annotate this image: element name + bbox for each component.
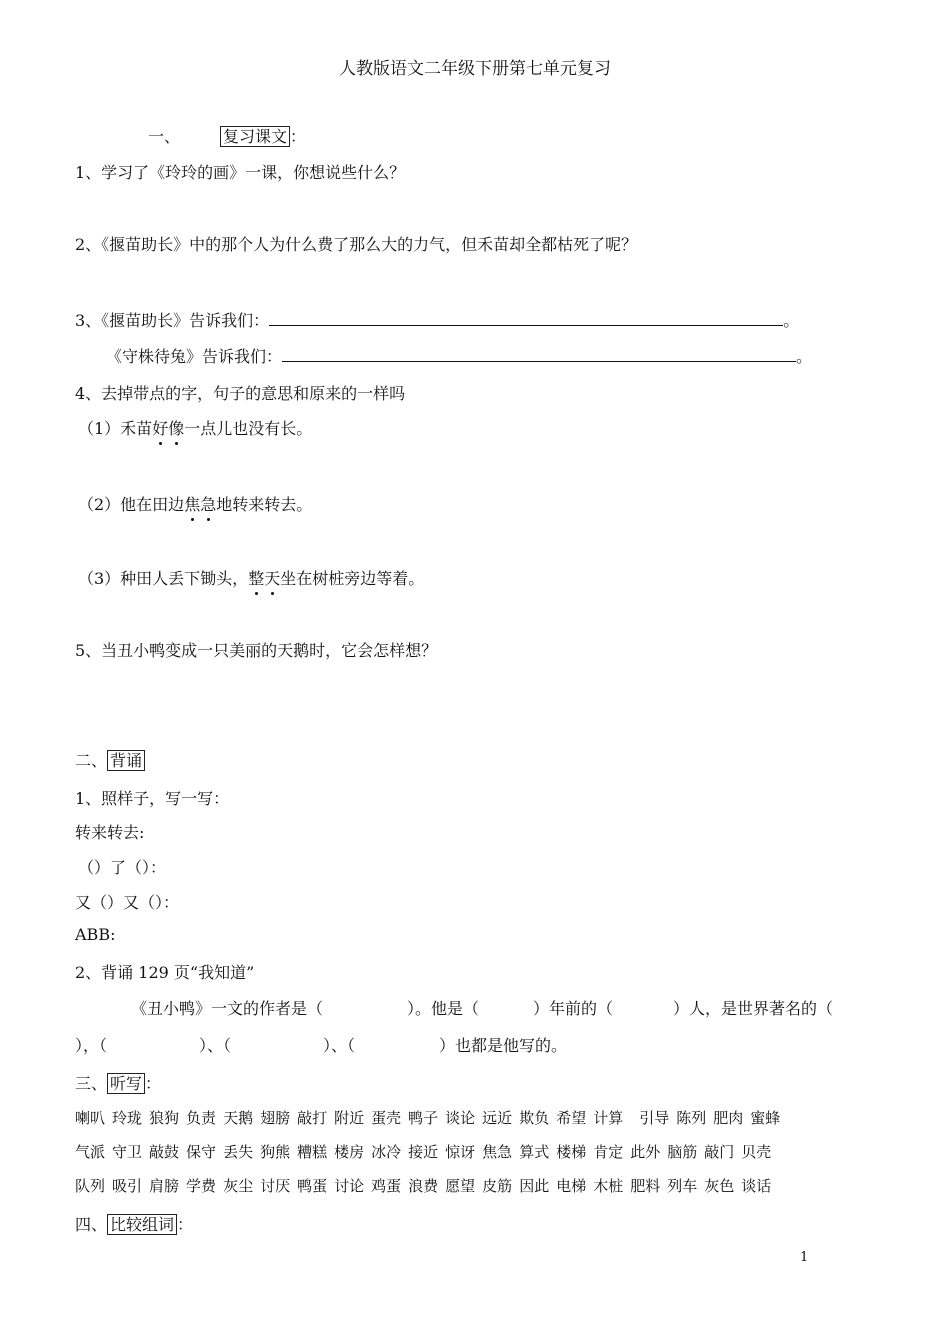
section-2-number: 二、 — [75, 751, 108, 770]
word: 冰冷 — [371, 1143, 402, 1161]
section-3-heading: 三、 听写 ： — [75, 1074, 162, 1093]
dotted-char: 像 — [168, 416, 184, 439]
section-3-title: 听写 — [107, 1073, 145, 1094]
word: 肯定 — [593, 1143, 624, 1161]
section-4-number: 四、 — [75, 1215, 108, 1234]
section-1-number: 一、 — [148, 127, 181, 146]
word: 喇叭 — [75, 1109, 106, 1127]
word: 列车 — [667, 1177, 698, 1195]
word: 愿望 — [445, 1177, 476, 1195]
section-4-heading: 四、 比较组词 ： — [75, 1215, 194, 1234]
word: 电梯 — [556, 1177, 587, 1195]
word-row-2 — [75, 1141, 778, 1162]
word: 楼房 — [334, 1143, 365, 1161]
question-1-1: 1、学习了《玲玲的画》一课，你想说些什么？ — [75, 163, 406, 182]
word: 讨厌 — [260, 1177, 291, 1195]
word: 引导 — [639, 1109, 670, 1127]
section-1-title: 复习课文 — [220, 126, 290, 147]
word: 保守 — [186, 1143, 217, 1161]
word: 谈话 — [741, 1177, 772, 1195]
dotted-char: 急 — [200, 492, 216, 515]
word: 陈列 — [676, 1109, 707, 1127]
word: 楼梯 — [556, 1143, 587, 1161]
answer-line — [269, 310, 783, 326]
word: 狗熊 — [260, 1143, 291, 1161]
question-1-3b: 《守株待兔》告诉我们： 。 — [106, 347, 813, 366]
section-1-heading: 一、 复习课文 ： — [148, 127, 307, 146]
pattern-3: ABB: — [75, 925, 116, 944]
word: 队列 — [75, 1177, 106, 1195]
section-3-number: 三、 — [75, 1074, 108, 1093]
word-row-1 — [75, 1107, 787, 1128]
word: 希望 — [556, 1109, 587, 1127]
word: 蜜蜂 — [750, 1109, 781, 1127]
dotted-char: 天 — [264, 566, 280, 589]
word: 肥料 — [630, 1177, 661, 1195]
word: 天鹅 — [223, 1109, 254, 1127]
word-row-3 — [75, 1175, 778, 1196]
word: 守卫 — [112, 1143, 143, 1161]
word: 灰尘 — [223, 1177, 254, 1195]
word: 欺负 — [519, 1109, 550, 1127]
word: 此外 — [630, 1143, 661, 1161]
word: 鸭子 — [408, 1109, 439, 1127]
question-1-4: 4、去掉带点的字，句子的意思和原来的一样吗 — [75, 384, 406, 403]
word: 木桩 — [593, 1177, 624, 1195]
question-2-1: 1、照样子，写一写： — [75, 789, 230, 808]
question-1-4-2: （2）他在田边焦急地转来转去。 — [78, 492, 312, 515]
section-4-title: 比较组词 — [107, 1214, 177, 1235]
page-title: 人教版语文二年级下册第七单元复习 — [339, 59, 611, 79]
question-1-4-3: （3）种田人丢下锄头，整天坐在树桩旁边等着。 — [78, 566, 424, 589]
dotted-char: 好 — [152, 416, 168, 439]
section-2-heading — [75, 748, 145, 771]
word: 浪费 — [408, 1177, 439, 1195]
word: 因此 — [519, 1177, 550, 1195]
word: 鸡蛋 — [371, 1177, 402, 1195]
word: 学费 — [186, 1177, 217, 1195]
word: 惊讶 — [445, 1143, 476, 1161]
page-number: 1 — [800, 1250, 809, 1265]
word: 敲门 — [704, 1143, 735, 1161]
word: 贝壳 — [741, 1143, 772, 1161]
word: 鸭蛋 — [297, 1177, 328, 1195]
word: 脑筋 — [667, 1143, 698, 1161]
question-1-3a: 3、《揠苗助长》告诉我们： 。 — [75, 311, 800, 330]
word: 蛋壳 — [371, 1109, 402, 1127]
word: 肥肉 — [713, 1109, 744, 1127]
word: 敲打 — [297, 1109, 328, 1127]
word: 肩膀 — [149, 1177, 180, 1195]
word: 计算 — [593, 1109, 624, 1127]
recite-line-2: ），（ ）、（ ）、（ ）也都是他写的。 — [75, 1036, 568, 1055]
word: 气派 — [75, 1143, 106, 1161]
question-2-2: 2、背诵 129 页“我知道” — [75, 963, 255, 982]
word: 灰色 — [704, 1177, 735, 1195]
word: 翅膀 — [260, 1109, 291, 1127]
word: 负责 — [186, 1109, 217, 1127]
word: 糟糕 — [297, 1143, 328, 1161]
example-line: 转来转去: — [75, 823, 145, 842]
word: 玲珑 — [112, 1109, 143, 1127]
recite-line-1: 《丑小鸭》一文的作者是（ ）。他是（ ）年前的（ ）人，是世界著名的（ — [131, 999, 834, 1018]
word: 算式 — [519, 1143, 550, 1161]
word: 接近 — [408, 1143, 439, 1161]
word: 讨论 — [334, 1177, 365, 1195]
word: 附近 — [334, 1109, 365, 1127]
pattern-2: 又（）又（）： — [75, 893, 180, 912]
question-1-2: 2、《揠苗助长》中的那个人为什么费了那么大的力气，但禾苗却全都枯死了呢？ — [75, 235, 638, 254]
dotted-char: 焦 — [184, 492, 200, 515]
word: 敲鼓 — [149, 1143, 180, 1161]
word: 谈论 — [445, 1109, 476, 1127]
section-2-title: 背诵 — [107, 750, 145, 771]
answer-line — [282, 346, 796, 362]
word: 吸引 — [112, 1177, 143, 1195]
word: 远近 — [482, 1109, 513, 1127]
question-1-5: 5、当丑小鸭变成一只美丽的天鹅时，它会怎样想？ — [75, 641, 438, 660]
word: 焦急 — [482, 1143, 513, 1161]
word: 皮筋 — [482, 1177, 513, 1195]
pattern-1: （）了（）： — [78, 858, 167, 877]
word: 丢失 — [223, 1143, 254, 1161]
word: 狼狗 — [149, 1109, 180, 1127]
dotted-char: 整 — [248, 566, 264, 589]
question-1-4-1: （1）禾苗好像一点儿也没有长。 — [78, 416, 312, 439]
